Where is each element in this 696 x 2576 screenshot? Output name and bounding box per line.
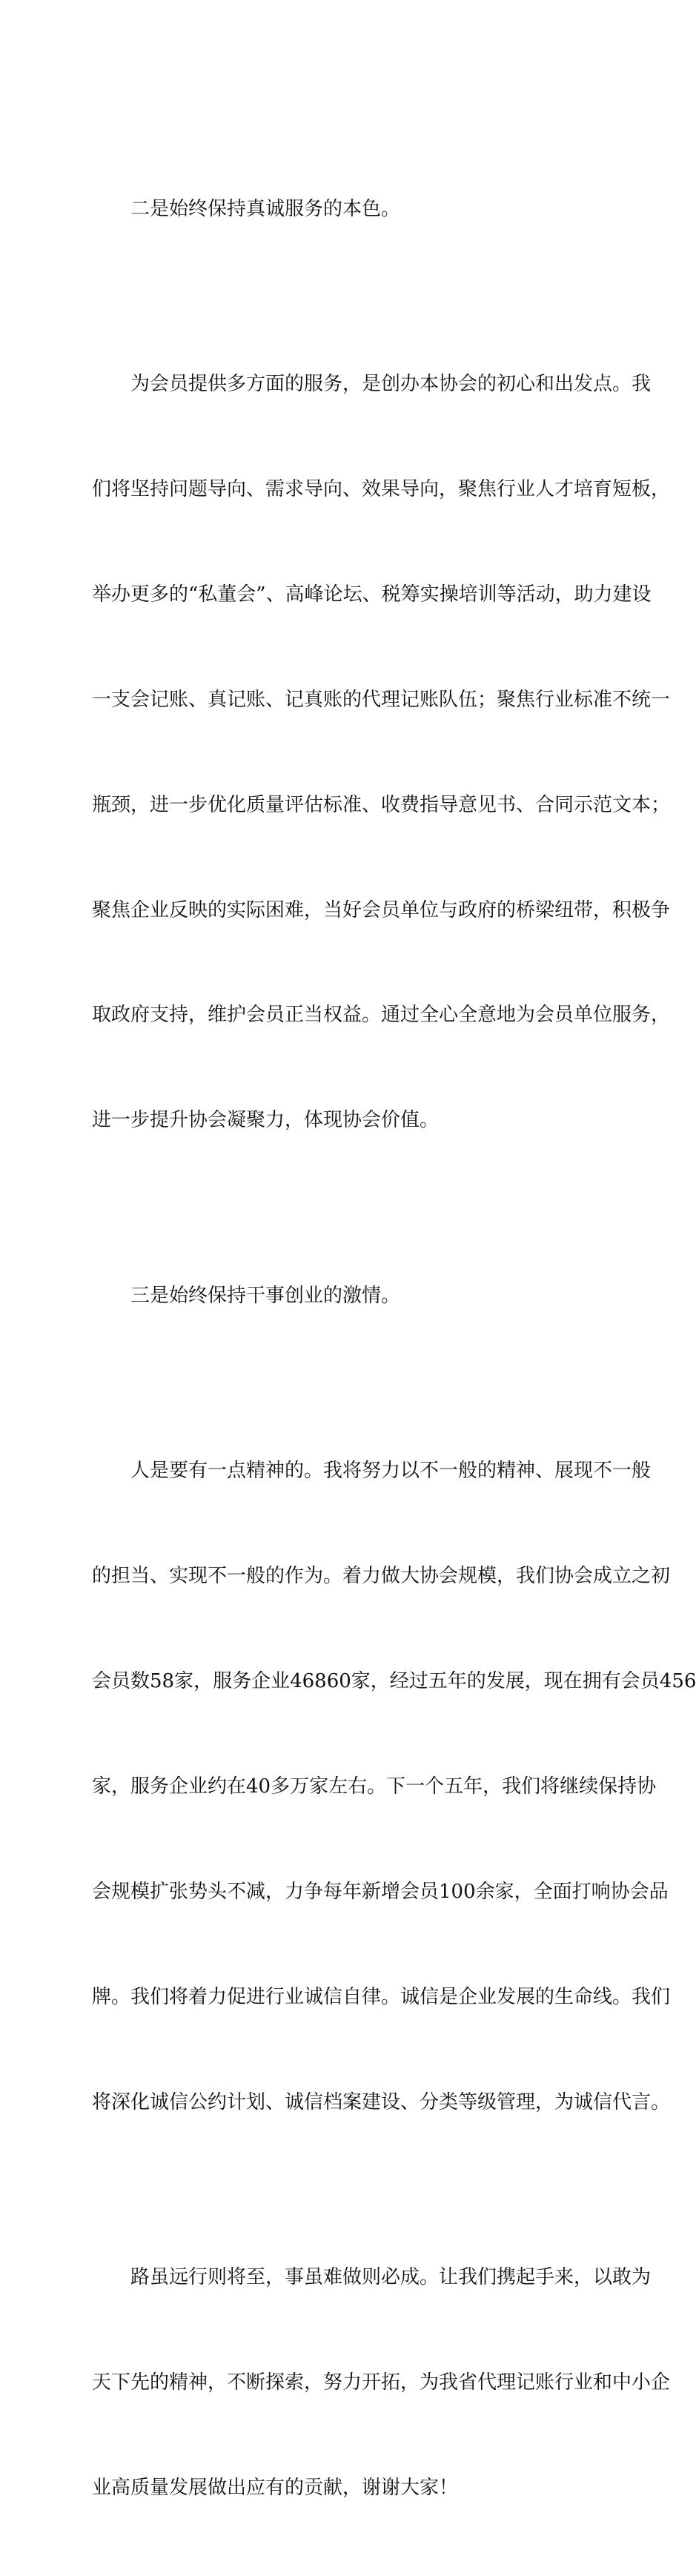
- text-line: 取政府支持，维护会员正当权益。通过全心全意地为会员单位服务，: [92, 1004, 671, 1027]
- paragraph-spirit: [92, 1384, 696, 2191]
- text-line: 会员数58家，服务企业46860家，经过五年的发展，现在拥有会员456: [92, 1670, 696, 1693]
- text-line: 瓶颈，进一步优化质量评估标准、收费指导意见书、合同示范文本；: [92, 793, 671, 816]
- document-body: [92, 122, 696, 2576]
- text-line: 天下先的精神，不断探索，努力开拓，为我省代理记账行业和中小企: [92, 2371, 671, 2394]
- text-line: 家，服务企业约在40多万家左右。下一个五年，我们将继续保持协: [92, 1775, 657, 1798]
- text-line: 举办更多的“私董会”、高峰论坛、税筹实操培训等活动，助力建设: [92, 583, 652, 606]
- paragraph-closing: [92, 2191, 671, 2576]
- text-line: 路虽远行则将至，事虽难做则必成。让我们携起手来，以敢为: [130, 2266, 652, 2289]
- text-line: 聚焦企业反映的实际困难，当好会员单位与政府的桥梁纽带，积极争: [92, 898, 671, 921]
- text-line: 为会员提供多方面的服务，是创办本协会的初心和出发点。我: [130, 373, 652, 396]
- text-line: 二是始终保持真诚服务的本色。: [130, 197, 401, 220]
- text-line: 三是始终保持干事创业的激情。: [130, 1284, 401, 1307]
- text-line: 人是要有一点精神的。我将努力以不一般的精神、展现不一般: [130, 1460, 652, 1483]
- text-line: 们将坚持问题导向、需求导向、效果导向，聚焦行业人才培育短板，: [92, 477, 671, 500]
- section-heading-passion: [92, 1208, 611, 1383]
- text-line: 将深化诚信公约计划、诚信档案建设、分类等级管理，为诚信代言。: [92, 2090, 671, 2113]
- text-line: 牌。我们将着力促进行业诚信自律。诚信是企业发展的生命线。我们: [92, 1985, 671, 2008]
- text-line: 进一步提升协会凝聚力，体现协会价值。: [92, 1109, 440, 1132]
- text-line: 的担当、实现不一般的作为。着力做大协会规模，我们协会成立之初: [92, 1565, 671, 1588]
- text-line: 业高质量发展做出应有的贡献，谢谢大家！: [92, 2476, 459, 2499]
- section-heading-service: [92, 122, 611, 297]
- text-line: 一支会记账、真记账、记真账的代理记账队伍；聚焦行业标准不统一: [92, 688, 671, 711]
- paragraph-member-service: [92, 297, 671, 1208]
- text-line: 会规模扩张势头不减，力争每年新增会员100余家，全面打响协会品: [92, 1880, 669, 1903]
